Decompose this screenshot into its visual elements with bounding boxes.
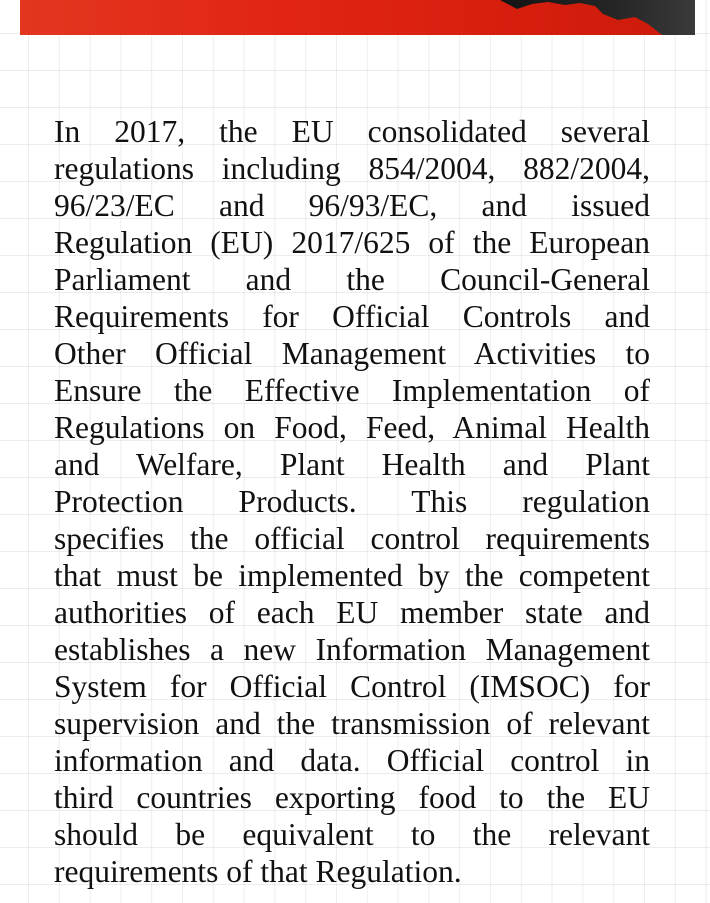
paragraph-line: Ensure the Effective Implementation of [54,373,650,408]
paragraph-line: In 2017, the EU consolidated several [54,114,650,149]
paragraph-line: supervision and the transmission of relevant [54,706,650,741]
paragraph-line: requirements of that Regulation. [54,854,462,889]
paragraph-line: specifies the official control requirements [54,521,650,556]
paragraph-line: Regulations on Food, Feed, Animal Health [54,410,650,445]
paragraph-line: Protection Products. This regulation [54,484,650,519]
paragraph-line: Other Official Management Activities to [54,336,650,371]
banner-jagged-silhouette [500,0,695,35]
paragraph-line: Regulation (EU) 2017/625 of the European [54,225,650,260]
paragraph-line: regulations including 854/2004, 882/2004, [54,151,650,186]
paragraph-line: and Welfare, Plant Health and Plant [54,447,650,482]
paragraph-line: Requirements for Official Controls and [54,299,650,334]
paragraph-line: should be equivalent to the relevant [54,817,650,852]
paragraph-line: System for Official Control (IMSOC) for [54,669,650,704]
paragraph-line: authorities of each EU member state and [54,595,650,630]
body-paragraph [54,113,650,890]
paragraph-line: 96/23/EC and 96/93/EC, and issued [54,188,650,223]
paragraph-line: establishes a new Information Management [54,632,650,667]
banner-dark-shape [20,0,695,35]
header-banner [20,0,695,35]
paragraph-line: that must be implemented by the competent [54,558,650,593]
paragraph-line: Parliament and the Council-General [54,262,650,297]
paragraph-line: third countries exporting food to the EU [54,780,650,815]
paragraph-line: information and data. Official control in [54,743,650,778]
